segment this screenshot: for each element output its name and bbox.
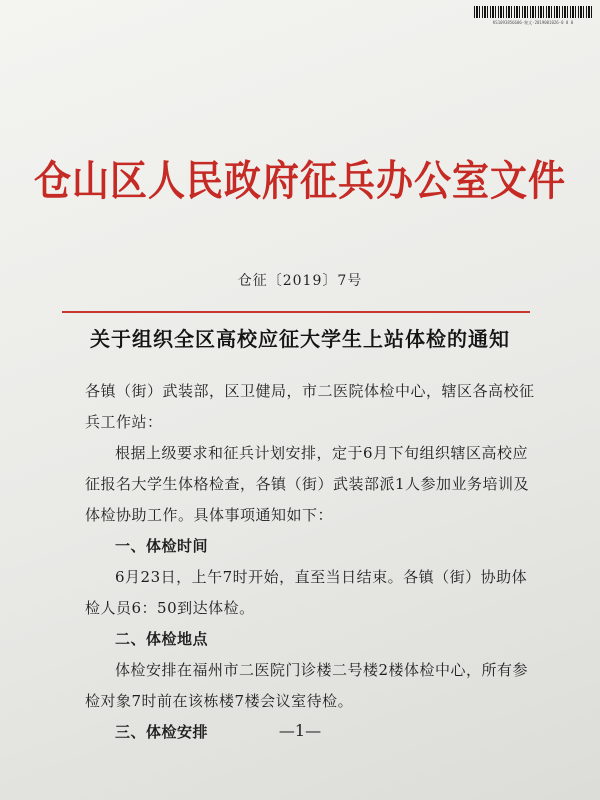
section-heading: 三、体检安排: [115, 723, 209, 741]
barcode-bars: [474, 6, 592, 18]
notice-title: 关于组织全区高校应征大学生上站体检的通知: [90, 327, 510, 351]
section-text: 6月23日，上午7时开始，直至当日结束。各镇（街）协助体检人员6：50到达体检。: [85, 568, 528, 617]
recipients: 各镇（街）武装部，区卫健局，市二医院体检中心，辖区各高校征兵工作站：: [85, 382, 535, 431]
document-header-title: 仓山区人民政府征兵办公室文件: [34, 155, 566, 205]
page-number: —1—: [278, 721, 322, 740]
document-number: 仓征〔2019〕7号: [237, 273, 363, 289]
document-body: [85, 376, 535, 748]
barcode: [474, 6, 592, 28]
intro-paragraph: 根据上级要求和征兵计划安排，定于6月下旬组织辖区高校应征报名大学生体格检查，各镇（街）武装部派1人参加业务培训及体检协助工作。具体事项通知如下：: [85, 444, 530, 524]
red-divider-line: [62, 311, 530, 313]
section-text: 体检安排在福州市二医院门诊楼二号楼2楼体检中心，所有参检对象7时前在该栋楼7楼会议室待检。: [85, 661, 529, 710]
barcode-text: KS1093856606-秘文-2019001026-0 0 0: [492, 20, 574, 25]
section-heading: 一、体检时间: [115, 537, 209, 555]
section-heading: 二、体检地点: [115, 630, 209, 648]
